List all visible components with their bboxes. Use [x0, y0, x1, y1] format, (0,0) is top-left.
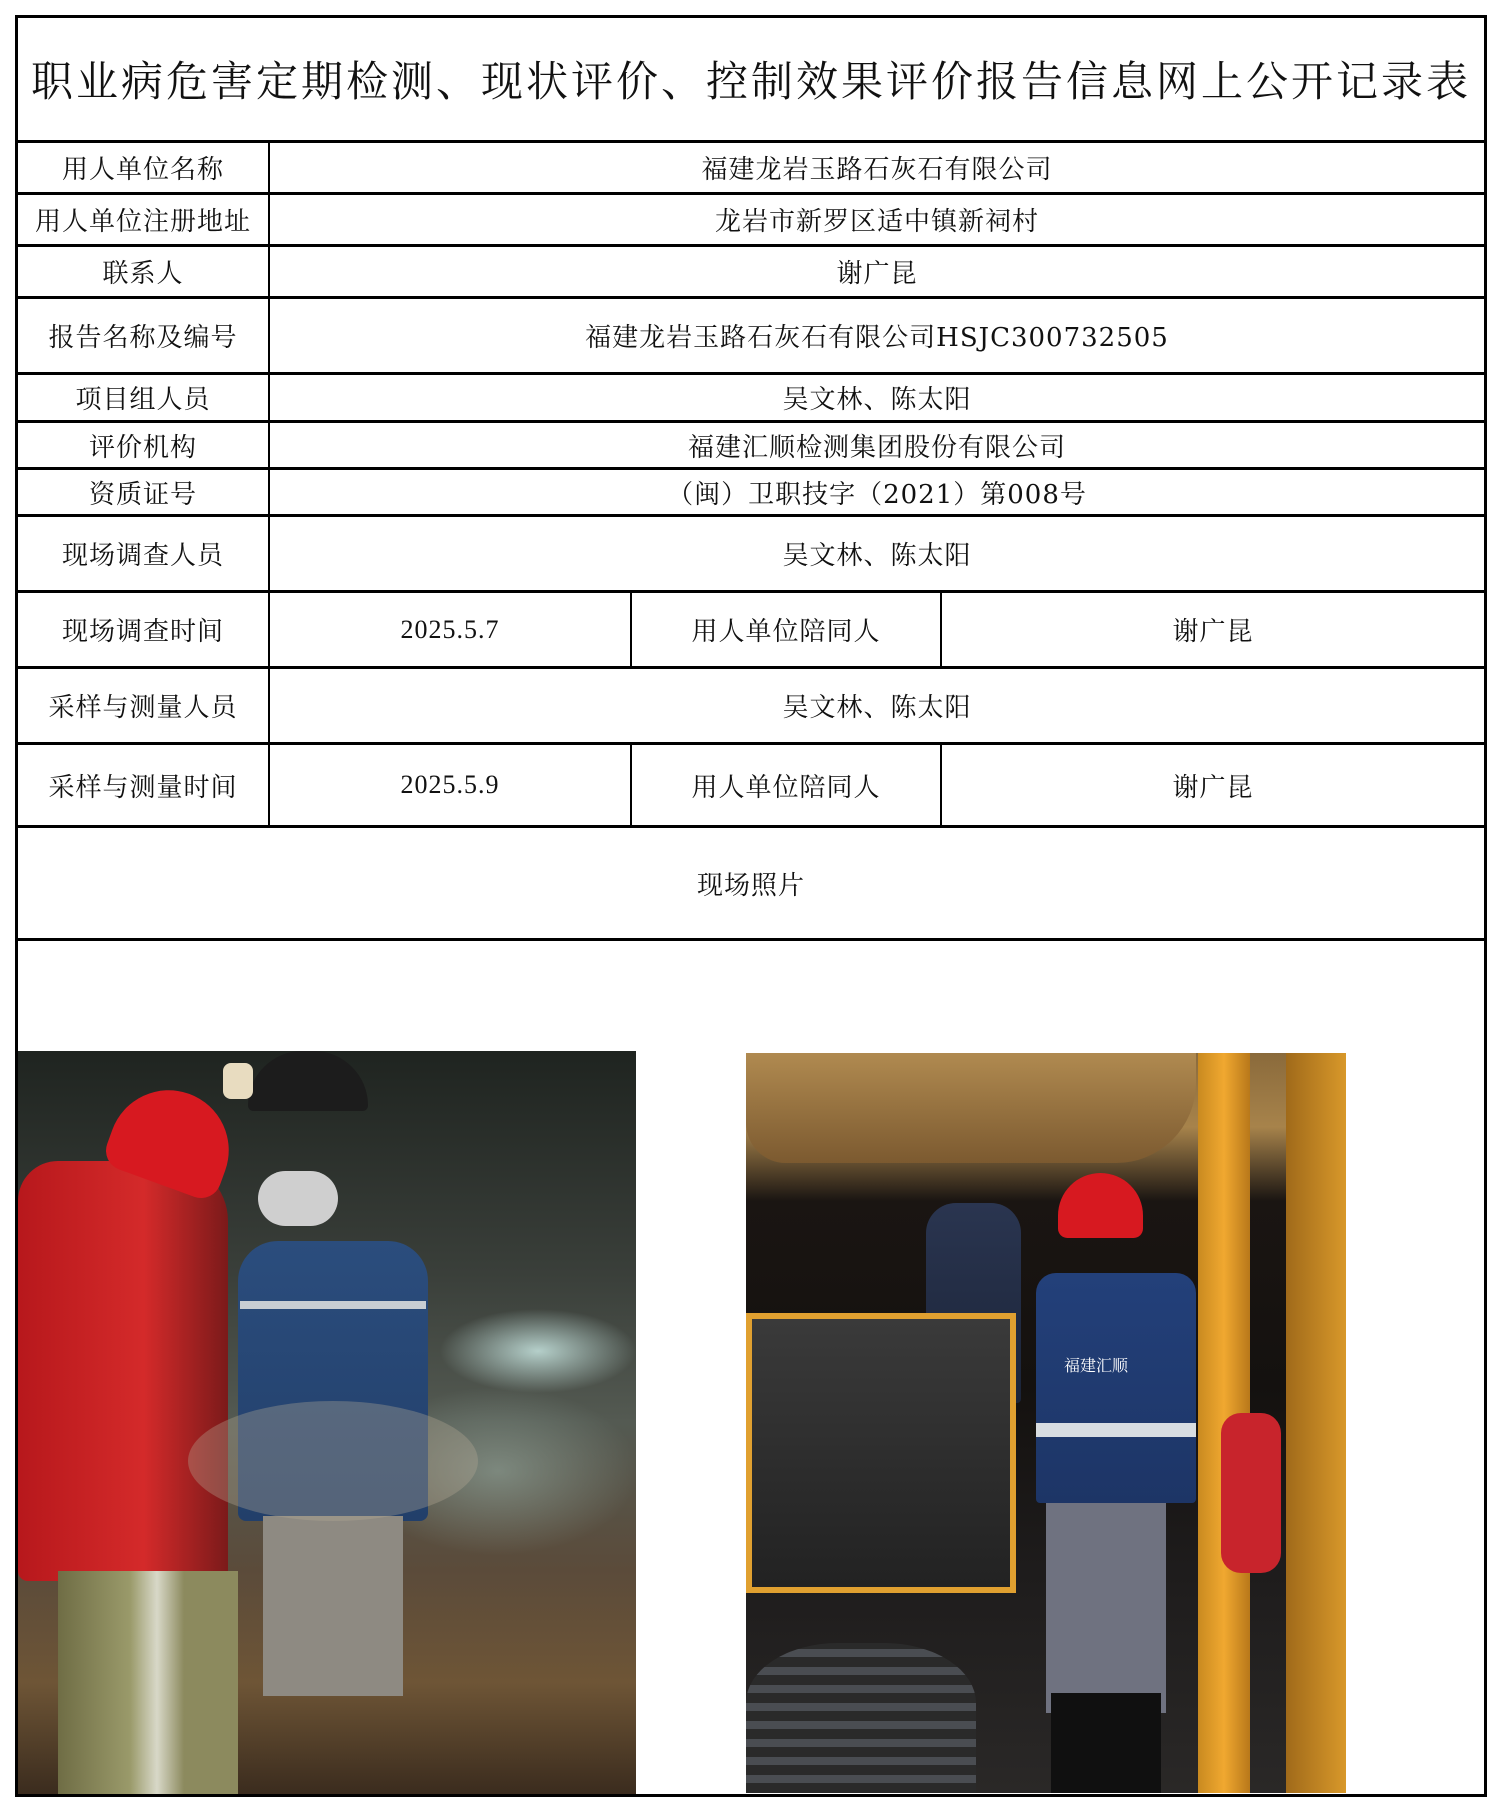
black-boots — [1051, 1693, 1161, 1793]
row-employer-address — [18, 195, 1484, 247]
label-report-name: 报告名称及编号 — [18, 299, 270, 372]
site-photo-survey — [18, 1051, 636, 1794]
row-contact — [18, 247, 1484, 299]
row-project-team — [18, 375, 1484, 423]
label-sampling-time: 采样与测量时间 — [18, 745, 270, 825]
red-bag — [1221, 1413, 1281, 1573]
row-qualification-no — [18, 470, 1484, 517]
vest-reflective-band — [1036, 1423, 1196, 1437]
value-report-name: 福建龙岩玉路石灰石有限公司HSJC300732505 — [585, 323, 1169, 353]
row-site-survey-staff — [18, 517, 1484, 593]
label-sampling-companion: 用人单位陪同人 — [632, 745, 942, 825]
label-site-survey-staff: 现场调查人员 — [18, 517, 270, 590]
cap-lamp — [223, 1063, 253, 1099]
record-table — [15, 15, 1487, 1797]
value-sampling-companion: 谢广昆 — [1172, 772, 1254, 803]
row-report-name — [18, 299, 1484, 375]
label-site-survey-time: 现场调查时间 — [18, 593, 270, 666]
value-qualification-no: （闽）卫职技字（2021）第008号 — [667, 479, 1087, 510]
label-site-photos: 现场照片 — [696, 870, 805, 901]
value-sampling-time: 2025.5.9 — [270, 745, 632, 825]
tyre — [746, 1643, 976, 1793]
label-contact: 联系人 — [18, 247, 270, 296]
value-contact: 谢广昆 — [836, 259, 918, 289]
yellow-frame — [1286, 1053, 1346, 1793]
grey-trousers — [263, 1516, 403, 1696]
label-sampling-staff: 采样与测量人员 — [18, 669, 270, 742]
label-project-team: 项目组人员 — [18, 375, 270, 420]
title-row — [18, 18, 1484, 143]
row-site-photos-header — [18, 828, 1484, 941]
khaki-trousers — [58, 1571, 238, 1794]
value-site-survey-time: 2025.5.7 — [270, 593, 632, 666]
black-helmet — [248, 1051, 368, 1111]
row-site-survey-time — [18, 593, 1484, 669]
label-qualification-no: 资质证号 — [18, 470, 270, 514]
blue-vest-worker — [1036, 1273, 1196, 1503]
label-employer-address: 用人单位注册地址 — [18, 195, 270, 244]
value-project-team: 吴文林、陈太阳 — [782, 385, 972, 415]
row-sampling-staff — [18, 669, 1484, 745]
dust-mask — [258, 1171, 338, 1226]
hydraulic-panel — [746, 1313, 1016, 1593]
value-survey-companion: 谢广昆 — [1172, 617, 1254, 647]
document-title: 职业病危害定期检测、现状评价、控制效果评价报告信息网上公开记录表 — [30, 57, 1471, 106]
red-hard-hat — [1058, 1173, 1143, 1238]
value-site-survey-staff: 吴文林、陈太阳 — [782, 541, 972, 571]
row-sampling-time — [18, 745, 1484, 828]
value-evaluation-org: 福建汇顺检测集团股份有限公司 — [687, 432, 1066, 463]
row-evaluation-org — [18, 423, 1484, 470]
value-sampling-staff: 吴文林、陈太阳 — [782, 693, 972, 723]
value-employer-address: 龙岩市新罗区适中镇新祠村 — [714, 207, 1039, 237]
label-employer-name: 用人单位名称 — [18, 143, 270, 192]
mud-puddle — [188, 1401, 478, 1521]
site-photo-sampling — [746, 1053, 1346, 1793]
value-employer-name: 福建龙岩玉路石灰石有限公司 — [701, 155, 1053, 185]
grey-trousers — [1046, 1503, 1166, 1713]
label-evaluation-org: 评价机构 — [18, 423, 270, 467]
red-jacket-figure — [18, 1161, 228, 1581]
vest-logo-text: 福建汇顺 — [1064, 1356, 1129, 1375]
row-employer-name — [18, 143, 1484, 195]
label-survey-companion: 用人单位陪同人 — [632, 593, 942, 666]
machine-canopy — [746, 1053, 1196, 1163]
reflective-stripe — [240, 1301, 426, 1309]
